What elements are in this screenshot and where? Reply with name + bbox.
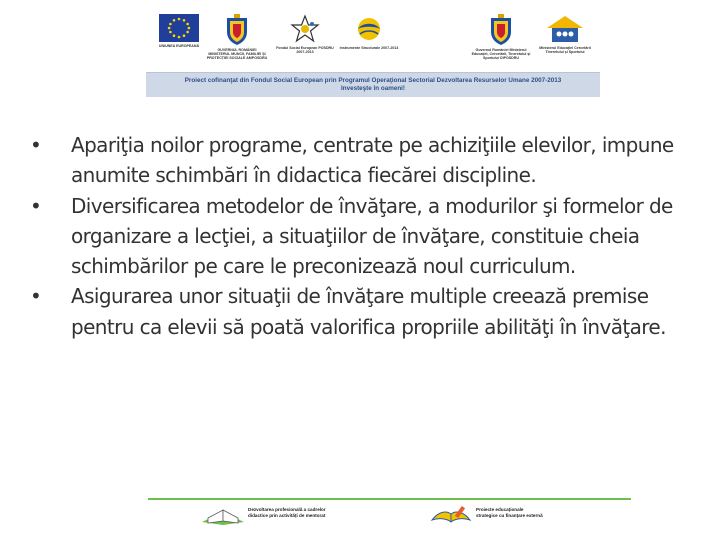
footer-divider bbox=[148, 498, 631, 500]
project-funding-strip bbox=[146, 72, 600, 97]
footer-logo-mentorat bbox=[200, 504, 326, 531]
logo-caption: Fondul Social European POSDRU 2007-2013 bbox=[276, 46, 334, 54]
footer-logo-text bbox=[476, 507, 543, 519]
logo-caption: Ministerul Educației Cercetării Tineretului și Sportului bbox=[539, 46, 591, 54]
bullet-marker: • bbox=[30, 193, 42, 218]
header-banner bbox=[146, 10, 600, 96]
ministry-logo bbox=[470, 14, 532, 60]
book-pencil-icon bbox=[428, 504, 474, 528]
bullet-item bbox=[30, 130, 690, 191]
structural-instruments-logo bbox=[338, 14, 400, 50]
footer-logo-projects bbox=[428, 504, 543, 533]
bullet-marker: • bbox=[30, 133, 42, 157]
partner-logos bbox=[146, 10, 600, 72]
footer-logo-text bbox=[248, 507, 326, 519]
footer-logo-line: Dezvoltarea profesională a cadrelor bbox=[248, 507, 326, 512]
project-slogan: Investeşte în oameni! bbox=[340, 85, 406, 92]
school-house-icon bbox=[545, 14, 585, 44]
instrumente-structurale-icon bbox=[352, 14, 386, 44]
footer-logo-line: didactice prin activități de mentorat bbox=[248, 513, 326, 518]
project-funding-text: Proiect cofinanţat din Fondul Social European prin Programul Operaţional Sectorial Dezvoltarea Resurselor Umane 2007-2013 bbox=[184, 77, 562, 84]
bullet-text: Diversificarea metodelor de învăţare, a modurilor şi formelor de organizare a lecţiei, a situaţiilor de învăţare, constituie cheia schimbărilor pe care le preconizează noul curriculum. bbox=[71, 193, 673, 279]
government-logo bbox=[206, 14, 268, 60]
logo-caption: Guvernul României Ministerul Educației, Cercetării, Tineretului și Sportului OIPOSDRU bbox=[471, 48, 531, 60]
romania-coat-of-arms-icon bbox=[488, 14, 514, 46]
education-ministry-logo bbox=[534, 14, 596, 54]
footer-logo-line: Proiecte educaționale bbox=[476, 507, 524, 512]
bullet-marker: • bbox=[30, 284, 42, 309]
bullet-text: Asigurarea unor situaţii de învăţare multiple creează premise pentru ca elevii să poată valorifica propriile abilităţi în învăţare. bbox=[71, 284, 666, 339]
logo-caption: Instrumente Structurale 2007-2013 bbox=[339, 46, 399, 50]
bullet-text: Apariţia noilor programe, centrate pe achiziţiile elevilor, impune anumite schimbări în didactica fiecărei discipline. bbox=[71, 133, 674, 188]
footer-logo-line: strategice cu finanțare externă bbox=[476, 513, 543, 518]
eu-flag-icon bbox=[159, 14, 199, 42]
eu-logo bbox=[148, 14, 210, 48]
fse-logo bbox=[274, 14, 336, 54]
bullet-item bbox=[30, 191, 690, 282]
logo-caption: GUVERNUL ROMÂNIEI MINISTERUL MUNCII, FAMILIEI ȘI PROTECȚIEI SOCIALE AMPOSDRU bbox=[206, 48, 268, 60]
romania-coat-of-arms-icon bbox=[224, 14, 250, 46]
bullet-list bbox=[30, 130, 690, 342]
bullet-item bbox=[30, 281, 690, 342]
fse-star-icon bbox=[290, 14, 320, 44]
logo-caption: UNIUNEA EUROPEANĂ bbox=[158, 44, 200, 48]
open-book-icon bbox=[200, 504, 246, 526]
